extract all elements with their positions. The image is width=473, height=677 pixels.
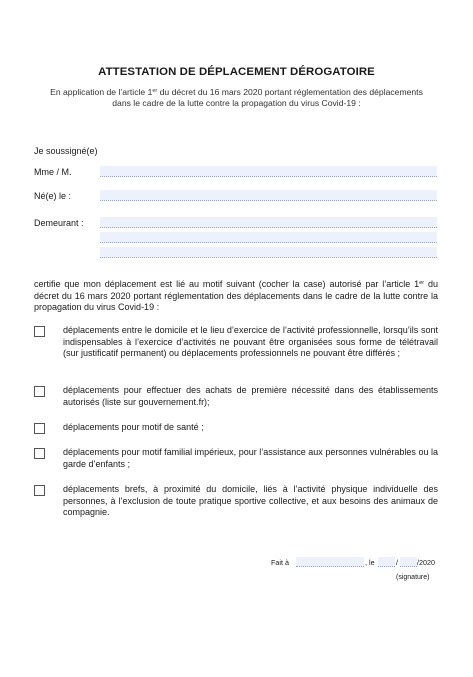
- reason-text-health: déplacements pour motif de santé ;: [63, 422, 204, 432]
- month-field[interactable]: [400, 557, 417, 567]
- subtitle-superscript: er: [152, 88, 158, 94]
- name-field[interactable]: [100, 166, 437, 177]
- certification-intro: [34, 279, 438, 314]
- reason-checkbox-work[interactable]: [34, 326, 45, 337]
- document-title: ATTESTATION DE DÉPLACEMENT DÉROGATOIRE: [98, 66, 375, 78]
- reason-text-shopping: déplacements pour effectuer des achats de première nécessité dans des établissements autorisés (liste sur gouvernement.fr);: [63, 385, 438, 407]
- date-separator: /: [396, 558, 398, 567]
- reason-checkbox-health[interactable]: [34, 423, 45, 434]
- reason-checkbox-exercise[interactable]: [34, 485, 45, 496]
- subtitle-text-end: du décret du 16 mars 2020 portant réglementation des déplacements dans le cadre de la lutte contre la propagation du virus Covid-19 :: [112, 87, 423, 108]
- place-field[interactable]: [296, 557, 364, 567]
- address-field-line-2[interactable]: [100, 232, 437, 243]
- reason-text-work: déplacements entre le domicile et le lieu d’exercice de l’activité professionnelle, lorsqu’ils sont indispensables à l’exercice d’activités ne pouvant être organisées sous forme de télétravail (sur justificatif permanent) ou déplacements professionnels ne pouvant être différés ;: [63, 325, 438, 358]
- intro-text-start: certifie que mon déplacement est lié au motif suivant (cocher la case) autorisé par l’article 1: [34, 279, 420, 289]
- date-le-label: , le: [365, 558, 375, 567]
- fait-a-label: Fait à: [271, 558, 289, 567]
- birth-date-label: Né(e) le :: [34, 191, 72, 201]
- subtitle-text-start: En application de l’article 1: [50, 87, 153, 97]
- reason-checkbox-shopping[interactable]: [34, 386, 45, 397]
- je-soussigne-label: Je soussigné(e): [34, 146, 98, 156]
- address-field-line-1[interactable]: [100, 217, 437, 228]
- signature-label: (signature): [396, 574, 430, 581]
- document-subtitle: [40, 87, 433, 109]
- address-field-line-3[interactable]: [100, 247, 437, 258]
- reason-text-family: déplacements pour motif familial impérieux, pour l’assistance aux personnes vulnérables ou la garde d’enfants ;: [63, 447, 438, 469]
- day-field[interactable]: [378, 557, 395, 567]
- name-label: Mme / M.: [34, 167, 72, 177]
- year-label: /2020: [417, 558, 435, 567]
- intro-text-end: du décret du 16 mars 2020 portant réglementation des déplacements dans le cadre de la lutte contre la propagation du virus Covid-19 :: [34, 279, 438, 312]
- birth-date-field[interactable]: [100, 190, 437, 201]
- intro-superscript: er: [419, 280, 425, 286]
- signature-line: [0, 556, 473, 570]
- reason-text-exercise: déplacements brefs, à proximité du domicile, liés à l’activité physique individuelle des personnes, à l’exclusion de toute pratique sportive collective, et aux besoins des animaux de compagnie.: [63, 484, 438, 517]
- reason-checkbox-family[interactable]: [34, 448, 45, 459]
- address-label: Demeurant :: [34, 218, 84, 228]
